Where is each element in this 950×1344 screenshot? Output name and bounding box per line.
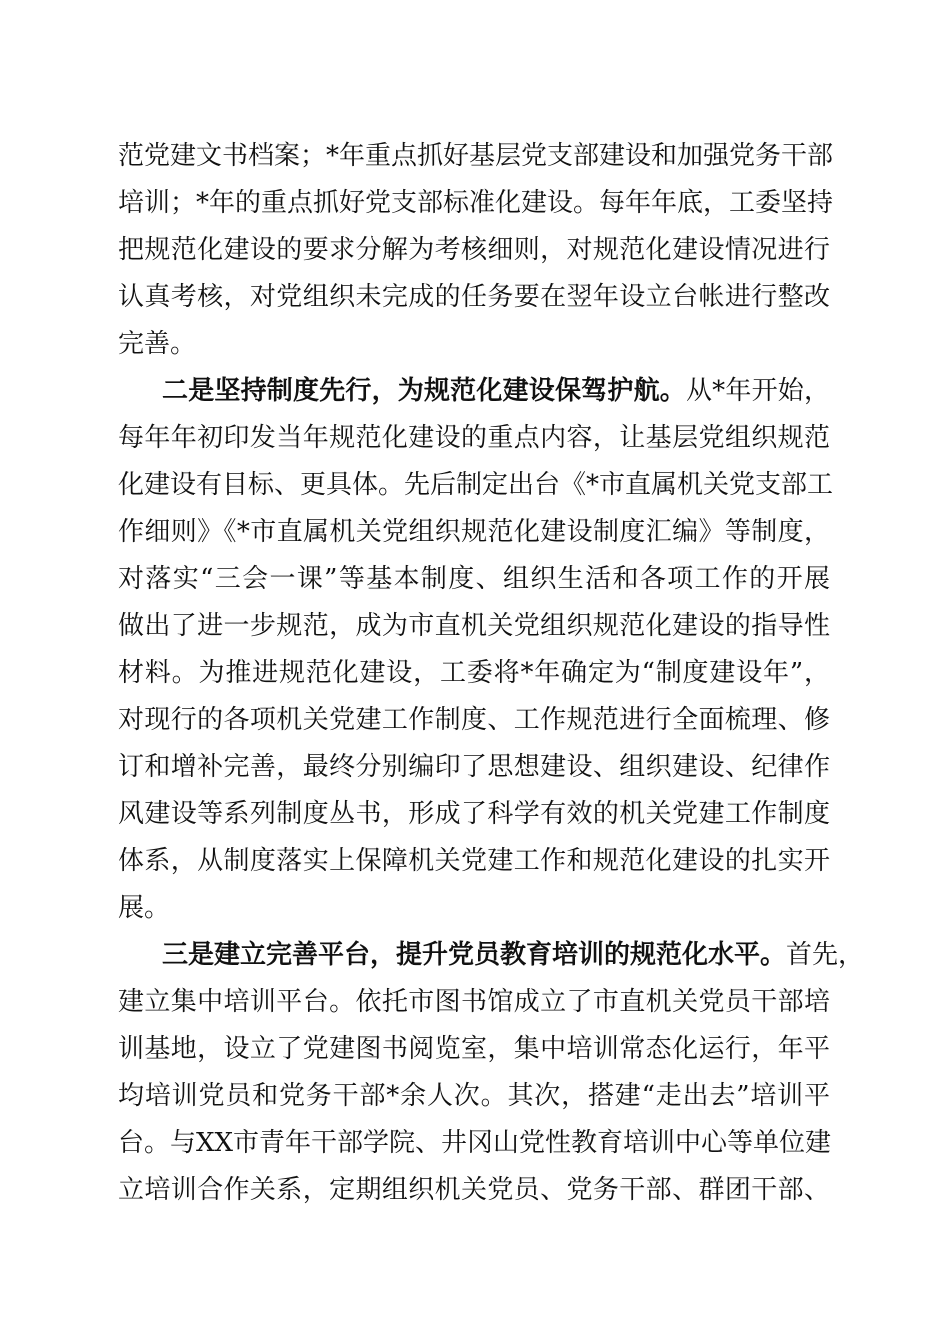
text-line: 范党建文书档案；*年重点抓好基层党支部建设和加强党务干部 — [118, 141, 834, 171]
paragraph-heading: 三是建立完善平台，提升党员教育培训的规范化水平。 — [162, 940, 787, 970]
text-line: 培训；*年的重点抓好党支部标准化建设。每年年底，工委坚持 — [118, 188, 834, 218]
text-line: 每年年初印发当年规范化建设的重点内容，让基层党组织规范 — [118, 423, 830, 453]
paragraph-2 — [118, 368, 834, 932]
text-line: 做出了进一步规范，成为市直机关党组织规范化建设的指导性 — [118, 611, 830, 641]
text-run: 从*年开始， — [685, 376, 830, 406]
text-line: 立培训合作关系，定期组织机关党员、党务干部、群团干部、 — [118, 1175, 830, 1205]
text-line: 订和增补完善，最终分别编印了思想建设、组织建设、纪律作 — [118, 752, 830, 782]
document-body — [118, 133, 865, 1214]
text-line — [118, 932, 865, 979]
text-line: 认真考核，对党组织未完成的任务要在翌年设立台帐进行整改 — [118, 282, 830, 312]
text-line: 材料。为推进规范化建设，工委将*年确定为“制度建设年”， — [118, 658, 830, 688]
paragraph-heading: 二是坚持制度先行，为规范化建设保驾护航。 — [162, 376, 686, 406]
text-line: 体系，从制度落实上保障机关党建工作和规范化建设的扎实开 — [118, 846, 830, 876]
paragraph-3 — [118, 932, 865, 1214]
text-line: 建立集中培训平台。依托市图书馆成立了市直机关党员干部培 — [118, 987, 830, 1017]
text-line — [118, 368, 830, 415]
text-line: 展。 — [118, 893, 171, 923]
text-line: 台。与XX市青年干部学院、井冈山党性教育培训中心等单位建 — [118, 1128, 832, 1158]
text-line: 训基地，设立了党建图书阅览室，集中培训常态化运行，年平 — [118, 1034, 830, 1064]
paragraph-1 — [118, 133, 834, 368]
text-line: 对现行的各项机关党建工作制度、工作规范进行全面梳理、修 — [118, 705, 830, 735]
text-line: 化建设有目标、更具体。先后制定出台《*市直属机关党支部工 — [118, 470, 834, 500]
text-line: 完善。 — [118, 329, 197, 359]
text-line: 对落实“三会一课”等基本制度、组织生活和各项工作的开展 — [118, 564, 830, 594]
text-line: 把规范化建设的要求分解为考核细则，对规范化建设情况进行 — [118, 235, 830, 265]
text-run: 首先， — [786, 940, 865, 970]
text-line: 均培训党员和党务干部*余人次。其次，搭建“走出去”培训平 — [118, 1081, 830, 1111]
text-line: 作细则》《*市直属机关党组织规范化建设制度汇编》等制度， — [118, 517, 830, 547]
text-line: 风建设等系列制度丛书，形成了科学有效的机关党建工作制度 — [118, 799, 830, 829]
